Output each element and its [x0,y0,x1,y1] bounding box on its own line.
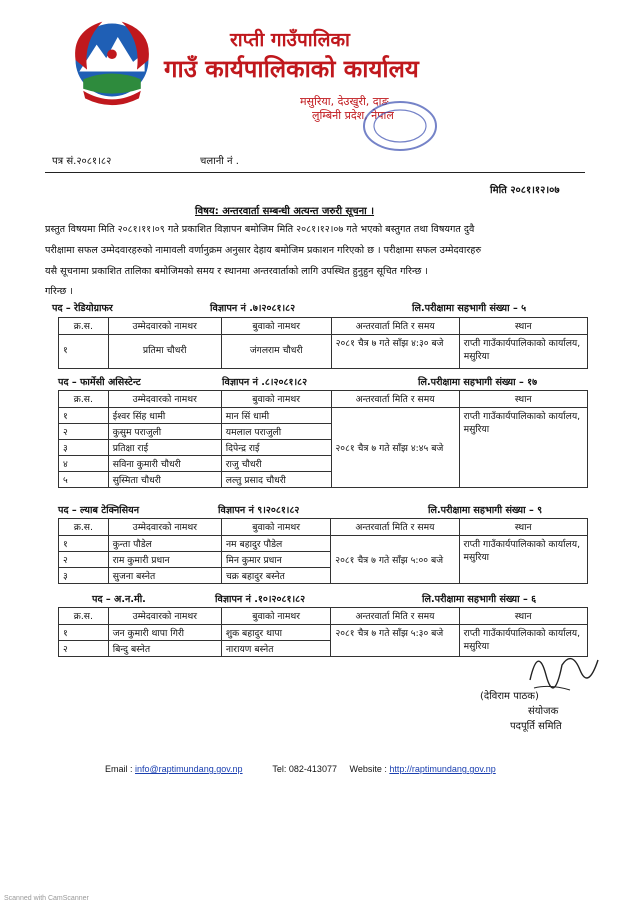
serial-cell: ५ [59,472,109,488]
interview-time-cell: २०८१ चैत्र ७ गते साँझ ४:३० बजे [331,335,459,369]
column-header: अन्तरवार्ता मिति र समय [331,608,459,625]
column-header: क्र.स. [59,391,109,408]
column-header: बुवाको नामथर [221,391,331,408]
signatory-committee: पदपूर्ति समिति [510,721,562,732]
serial-cell: २ [59,641,109,657]
address-line-2: लुम्बिनी प्रदेश, नेपाल [312,109,394,122]
column-header: क्र.स. [59,608,109,625]
scanner-watermark: Scanned with CamScanner [4,895,89,902]
serial-cell: २ [59,552,109,568]
candidates-table [58,317,588,369]
letter-number: पत्र सं.२०८१।८२ [52,156,112,167]
municipality-logo-icon [64,12,160,108]
website-label: Website : [349,764,390,774]
serial-cell: ४ [59,456,109,472]
column-header: बुवाको नामथर [221,318,331,335]
candidates-table [58,518,588,584]
interview-time-cell: २०८१ चैत्र ७ गते साँझ ४:४५ बजे [331,408,459,488]
place-cell: राप्ती गाउँकार्यपालिकाको कार्यालय, मसुरिया [459,536,587,584]
section-participants: लि.परीक्षामा सहभागी संख्या – ९ [428,505,543,516]
notice-subject: विषय: अन्तरवार्ता सम्बन्धी अत्यन्त जरुरी सूचना । [195,206,375,217]
section-ad-number: विज्ञापन नं .७।२०८१।८२ [210,303,296,314]
candidate-name-cell: जन कुमारी थापा गिरी [108,625,221,641]
candidate-name-cell: ईश्वर सिंह धामी [108,408,221,424]
paragraph-line: यसै सूचनामा प्रकाशित तालिका बमोजिमको समय र स्थानमा अन्तरवार्ताको लागि उपस्थित हुनुहुन सूचित गरिन्छ । [45,266,429,277]
column-header: उम्मेदवारको नामथर [108,391,221,408]
column-header: स्थान [459,318,587,335]
father-name-cell: राजु चौधरी [221,456,331,472]
serial-cell: १ [59,335,109,369]
father-name-cell: दिपेन्द्र राई [221,440,331,456]
table-row [59,408,588,424]
candidate-name-cell: सविना कुमारी चौधरी [108,456,221,472]
column-header: अन्तरवार्ता मिति र समय [331,318,459,335]
table-row [59,625,588,641]
municipality-name: राप्ती गाउँपालिका [230,29,350,51]
table-header-row [59,318,588,335]
table-row [59,335,588,369]
address-line-1: मसुरिया, देउखुरी, दाङ [300,95,389,108]
candidate-name-cell: प्रतिमा चौधरी [108,335,221,369]
candidates-table [58,390,588,488]
office-stamp-icon [360,96,440,156]
candidate-name-cell: प्रतिक्षा राई [108,440,221,456]
notice-date: मिति २०८१।१२।०७ [490,185,560,196]
father-name-cell: मान सिं धामी [221,408,331,424]
column-header: बुवाको नामथर [221,519,330,536]
father-name-cell: नम बहादुर पौडेल [221,536,330,552]
serial-cell: ३ [59,440,109,456]
footer-contact [105,764,496,774]
section-ad-number: विज्ञापन नं .१०।२०८१।८२ [215,594,306,605]
father-name-cell: शुक बहादुर थापा [221,625,331,641]
email-link[interactable]: info@raptimundang.gov.np [135,764,243,774]
column-header: क्र.स. [59,519,109,536]
email-label: Email : [105,764,136,774]
telephone: Tel: 082-413077 [272,764,337,774]
signatory-name: (देविराम पाठक) [480,691,539,702]
father-name-cell: लल्तु प्रसाद चौधरी [221,472,331,488]
column-header: उम्मेदवारको नामथर [108,519,221,536]
interview-time-cell: २०८१ चैत्र ७ गते साँझ ५:३० बजे [331,625,459,657]
column-header: स्थान [459,608,587,625]
serial-cell: १ [59,625,109,641]
place-cell: राप्ती गाउँकार्यपालिकाको कार्यालय, मसुरिया [459,335,587,369]
place-cell: राप्ती गाउँकार्यपालिकाको कार्यालय, मसुरिया [459,408,587,488]
office-title: गाउँ कार्यपालिकाको कार्यालय [164,55,419,83]
column-header: अन्तरवार्ता मिति र समय [331,391,459,408]
section-post: पद – फार्मेसी असिस्टेन्ट [58,377,141,388]
candidate-name-cell: सुजना बस्नेत [108,568,221,584]
column-header: स्थान [459,391,587,408]
column-header: क्र.स. [59,318,109,335]
father-name-cell: जंगलराम चौधरी [221,335,331,369]
column-header: स्थान [459,519,587,536]
section-post: पद – ल्याब टेक्निसियन [58,505,140,516]
section-ad-number: विज्ञापन नं ९।२०८१।८२ [218,505,300,516]
section-post: पद – रेडियोग्राफर [52,303,113,314]
table-header-row [59,519,588,536]
section-participants: लि.परीक्षामा सहभागी संख्या – ६ [422,594,537,605]
father-name-cell: मिन कुमार प्रधान [221,552,330,568]
candidates-table [58,607,588,657]
paragraph-line: परीक्षामा सफल उम्मेदवारहरुको नामावली वर्णानुक्रम अनुसार देहाय बमोजिम प्रकाशन गरिएको छ । परीक्षामा सफल उम्मेदवारहरु [45,245,482,256]
father-name-cell: चक्र बहादुर बस्नेत [221,568,330,584]
section-participants: लि.परीक्षामा सहभागी संख्या – ५ [412,303,527,314]
candidate-name-cell: सुस्मिता चौधरी [108,472,221,488]
paragraph-line: गरिन्छ । [45,286,73,297]
interview-time-cell: २०८१ चैत्र ७ गते साँझ ५:०० बजे [331,536,459,584]
father-name-cell: नारायण बस्नेत [221,641,331,657]
section-participants: लि.परीक्षामा सहभागी संख्या – १७ [418,377,538,388]
serial-cell: १ [59,536,109,552]
serial-cell: २ [59,424,109,440]
table-header-row [59,391,588,408]
candidate-name-cell: बिन्दु बस्नेत [108,641,221,657]
serial-cell: १ [59,408,109,424]
candidate-name-cell: कुन्ता पौडेल [108,536,221,552]
candidate-name-cell: कुसुम पराजुली [108,424,221,440]
signatory-title: संयोजक [528,706,559,717]
column-header: उम्मेदवारको नामथर [108,608,221,625]
column-header: अन्तरवार्ता मिति र समय [331,519,459,536]
dispatch-number: चलानी नं . [200,156,239,167]
table-row [59,536,588,552]
header-divider [45,172,585,173]
column-header: बुवाको नामथर [221,608,331,625]
column-header: उम्मेदवारको नामथर [108,318,221,335]
father-name-cell: यमलाल पराजुली [221,424,331,440]
website-link[interactable]: http://raptimundang.gov.np [389,764,496,774]
paragraph-line: प्रस्तुत विषयमा मिति २०८१।११।०९ गते प्रकाशित विज्ञापन बमोजिम मिति २०८१।१२।०७ गते भएको बस्तुगत तथा विषयगत दुवै [45,224,475,235]
section-post: पद – अ.न.मी. [92,594,146,605]
table-header-row [59,608,588,625]
section-ad-number: विज्ञापन नं .८।२०८१।८२ [222,377,308,388]
serial-cell: ३ [59,568,109,584]
candidate-name-cell: राम कुमारी प्रधान [108,552,221,568]
place-cell: राप्ती गाउँकार्यपालिकाको कार्यालय, मसुरिया [459,625,587,657]
